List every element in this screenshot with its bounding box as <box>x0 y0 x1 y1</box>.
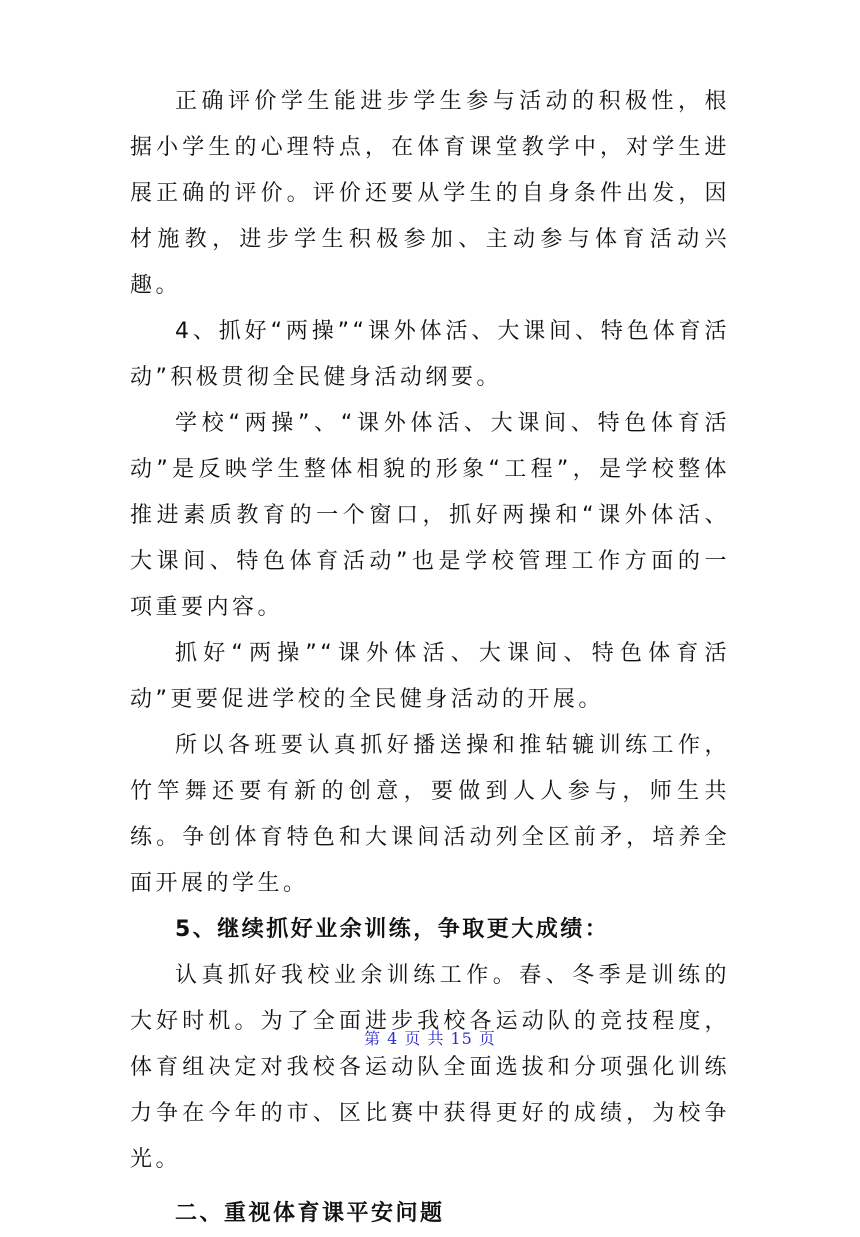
page-footer <box>0 1026 860 1049</box>
heading-item-5: 5、继续抓好业余训练，争取更大成绩： <box>175 917 610 942</box>
footer-total-pages: 15 <box>450 1029 473 1048</box>
paragraph-item-4: 4、抓好“两操”“课外体活、大课间、特色体育活动”积极贯彻全民健身活动纲要。 <box>130 319 730 390</box>
footer-prefix: 第 <box>364 1029 382 1048</box>
paragraph-training: 认真抓好我校业余训练工作。春、冬季是训练的大好时机。为了全面进步我校各运动队的竞技程度，体育组决定对我校各运动队全面选拔和分项强化训练力争在今年的市、区比赛中获得更好的成绩，为校争光。 <box>130 963 730 1172</box>
footer-suffix: 页 <box>478 1029 496 1048</box>
heading-section-2: 二、重视体育课平安问题 <box>175 1201 445 1226</box>
paragraph-class-requirements: 所以各班要认真抓好播送操和推轱辘训练工作，竹竿舞还要有新的创意，要做到人人参与，师生共练。争创体育特色和大课间活动列全区前矛，培养全面开展的学生。 <box>130 733 730 896</box>
paragraph-promote-fitness: 抓好“两操”“课外体活、大课间、特色体育活动”更要促进学校的全民健身活动的开展。 <box>130 641 730 712</box>
paragraph-school-exercises: 学校“两操”、“课外体活、大课间、特色体育活动”是反映学生整体相貌的形象“工程”，是学校整体推进素质教育的一个窗口，抓好两操和“课外体活、大课间、特色体育活动”也是学校管理工作方面的一项重要内容。 <box>130 411 730 620</box>
document-body <box>130 79 730 1237</box>
paragraph-evaluation: 正确评价学生能进步学生参与活动的积极性，根据小学生的心理特点，在体育课堂教学中，对学生进展正确的评价。评价还要从学生的自身条件出发，因材施教，进步学生积极参加、主动参与体育活动兴趣。 <box>130 89 730 298</box>
footer-mid: 页 共 <box>404 1029 445 1048</box>
footer-page-number: 4 <box>387 1029 399 1048</box>
